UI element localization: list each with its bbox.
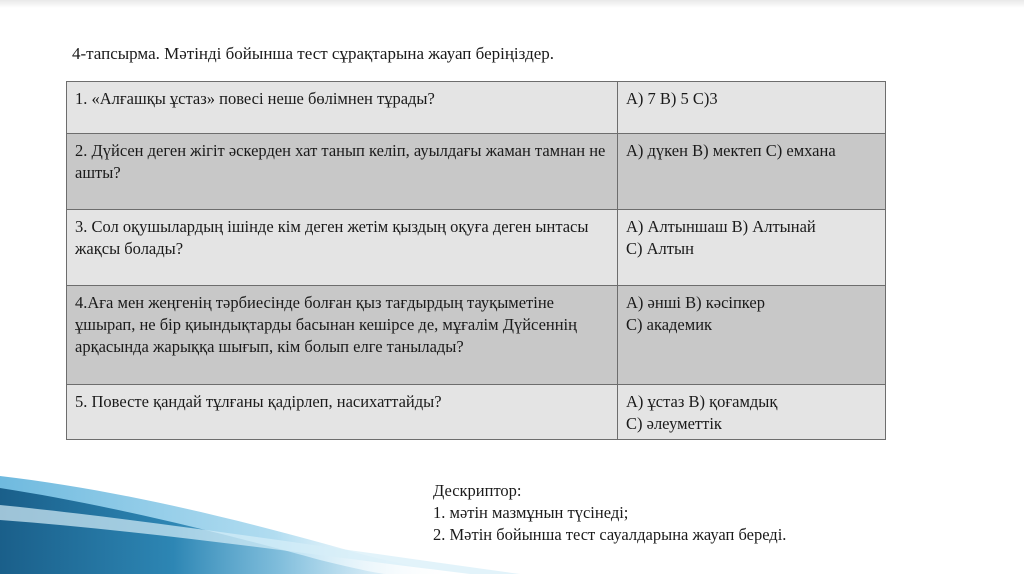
answer-line: С) әлеуметтік xyxy=(626,414,722,433)
descriptor-block xyxy=(433,480,786,546)
descriptor-title: Дескриптор: xyxy=(433,481,522,500)
question-cell: 3. Сол оқушылардың ішінде кім деген жетім қыздың оқуға деген ынтасы жақсы болады? xyxy=(67,210,618,286)
answer-line: С) Алтын xyxy=(626,239,694,258)
question-cell: 4.Аға мен жеңгенің тәрбиесінде болған қыз тағдырдың тауқыметіне ұшырап, не бір қиындықтарды басынан кешірсе де, мұғалім Дүйсеннің арқасында жарыққа шығып, кім болып елге танылады? xyxy=(67,286,618,385)
descriptor-item: 1. мәтін мазмұнын түсінеді; xyxy=(433,503,629,522)
answer-line: А) дүкен В) мектеп С) емхана xyxy=(626,141,836,160)
task-title: 4-тапсырма. Мәтінді бойынша тест сұрақтарына жауап беріңіздер. xyxy=(72,44,555,63)
answer-line: С) академик xyxy=(626,315,713,334)
question-cell: 5. Повесте қандай тұлғаны қадірлеп, насихаттайды? xyxy=(67,385,618,440)
question-cell: 2. Дүйсен деген жігіт әскерден хат танып келіп, ауылдағы жаман тамнан не ашты? xyxy=(67,134,618,210)
question-cell: 1. «Алғашқы ұстаз» повесі неше бөлімнен тұрады? xyxy=(67,82,618,134)
descriptor-item: 2. Мәтін бойынша тест сауалдарына жауап береді. xyxy=(433,525,787,544)
answer-line: А) Алтыншаш В) Алтынай xyxy=(626,217,816,236)
answer-line: А) 7 В) 5 С)3 xyxy=(626,89,718,108)
answer-line: А) ұстаз В) қоғамдық xyxy=(626,392,778,411)
answer-line: А) әнші В) кәсіпкер xyxy=(626,293,765,312)
